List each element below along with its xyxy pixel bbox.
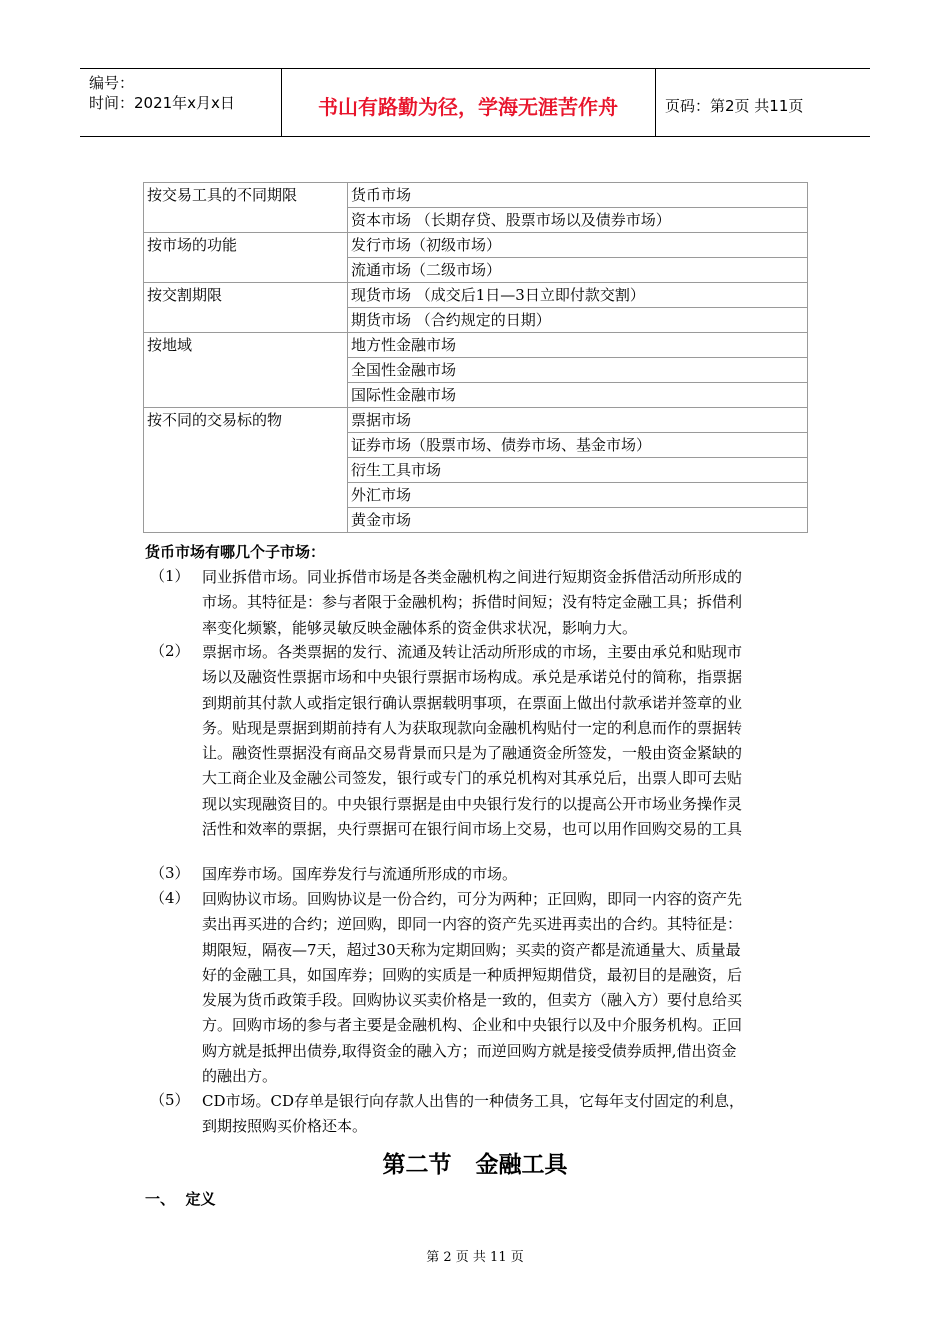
market-cell: 国际性金融市场 (348, 383, 808, 408)
list-item-text (202, 887, 808, 1089)
list-item-number: （5） (150, 1091, 190, 1109)
text-line: 购方就是抵押出债券,取得资金的融入方；而逆回购方就是接受债券质押,借出资金 (202, 1041, 737, 1060)
table-row (144, 233, 808, 258)
table-row (144, 283, 808, 308)
text-line: 市场。其特征是：参与者限于金融机构；拆借时间短；没有特定金融工具；拆借利 (202, 593, 743, 612)
header-top-rule (80, 68, 870, 69)
text-line: 到期前其付款人或指定银行确认票据载明事项，在票面上做出付款承诺并签章的业 (202, 693, 743, 712)
market-cell: 发行市场（初级市场） (348, 233, 808, 258)
text-line: 的融出方。 (202, 1067, 278, 1086)
text-line: 率变化频繁，能够灵敏反映金融体系的资金供求状况，影响力大。 (202, 618, 638, 637)
list-item-number: （3） (150, 864, 190, 882)
header-motto: 书山有路勤为径，学海无涯苦作舟 (318, 95, 618, 119)
category-cell: 按不同的交易标的物 (144, 408, 348, 533)
text-line: 期限短，隔夜—7天，超过30天称为定期回购；买卖的资产都是流通量大、质量最 (202, 940, 741, 959)
text-line: 方。回购市场的参与者主要是金融机构、企业和中央银行以及中介服务机构。正回 (202, 1016, 743, 1035)
market-cell: 票据市场 (348, 408, 808, 433)
list-item-text (202, 565, 808, 641)
text-line: 卖出再买进的合约；逆回购，即同一内容的资产先买进再卖出的合约。其特征是： (202, 915, 743, 934)
category-cell: 按地域 (144, 333, 348, 408)
market-cell: 流通市场（二级市场） (348, 258, 808, 283)
header-divider (655, 68, 656, 136)
market-cell: 地方性金融市场 (348, 333, 808, 358)
list-item-number: （1） (150, 567, 190, 585)
market-cell: 现货市场 （成交后1日—3日立即付款交割） (348, 283, 808, 308)
money-market-title: 货币市场有哪几个子市场： (145, 543, 326, 561)
section-title: 第二节 金融工具 (382, 1151, 568, 1178)
market-cell: 黄金市场 (348, 508, 808, 533)
text-line: 大工商企业及金融公司签发，银行或专门的承兑机构对其承兑后，出票人即可去贴 (202, 769, 743, 788)
text-line: 到期按照购买价格还本。 (202, 1117, 368, 1136)
text-line: 票据市场。各类票据的发行、流通及转让活动所形成的市场，主要由承兑和贴现市 (202, 643, 743, 661)
text-line: 场以及融资性票据市场和中央银行票据市场构成。承兑是承诺兑付的简称，指票据 (202, 668, 743, 687)
list-item-number: （2） (150, 642, 190, 660)
list-item-number: （4） (150, 889, 190, 907)
text-line: 国库券市场。国库券发行与流通所形成的市场。 (202, 865, 518, 883)
text-line: 现以实现融资目的。中央银行票据是由中央银行发行的以提高公开市场业务操作灵 (202, 794, 743, 813)
text-line: 活性和效率的票据，央行票据可在银行间市场上交易，也可以用作回购交易的工具 (202, 820, 743, 839)
market-cell: 外汇市场 (348, 483, 808, 508)
market-cell: 全国性金融市场 (348, 358, 808, 383)
page-info: 页码：第2页 共11页 (665, 97, 804, 115)
text-line: 让。融资性票据没有商品交易背景而只是为了融通资金所签发，一般由资金紧缺的 (202, 744, 743, 763)
text-line: 同业拆借市场。同业拆借市场是各类金融机构之间进行短期资金拆借活动所形成的 (202, 568, 743, 586)
document-date: 时间：2021年x月x日 (89, 94, 235, 112)
text-line: 务。贴现是票据到期前持有人为获取现款向金融机构贴付一定的利息而作的票据转 (202, 718, 743, 737)
page-footer: 第 2 页 共 11 页 (426, 1250, 524, 1265)
table-row (144, 333, 808, 358)
document-number-label: 编号： (89, 74, 135, 92)
text-line: 好的金融工具，如国库券；回购的实质是一种质押短期借贷，最初目的是融资，后 (202, 965, 743, 984)
category-cell: 按交割期限 (144, 283, 348, 333)
market-cell: 期货市场 （合约规定的日期） (348, 308, 808, 333)
market-cell: 货币市场 (348, 183, 808, 208)
market-cell: 证券市场（股票市场、债券市场、基金市场） (348, 433, 808, 458)
list-item-text (202, 640, 808, 842)
category-cell: 按市场的功能 (144, 233, 348, 283)
definition-heading: 一、 定义 (145, 1190, 216, 1208)
text-line: CD市场。CD存单是银行向存款人出售的一种债务工具，它每年支付固定的利息， (202, 1092, 745, 1110)
table-row (144, 408, 808, 433)
market-classification-table (143, 182, 808, 533)
text-line: 发展为货币政策手段。回购协议买卖价格是一致的，但卖方（融入方）要付息给买 (202, 991, 743, 1010)
table-row (144, 183, 808, 208)
list-item-text (202, 1089, 808, 1140)
list-item-text (202, 862, 808, 887)
category-cell: 按交易工具的不同期限 (144, 183, 348, 233)
market-cell: 资本市场 （长期存贷、股票市场以及债券市场） (348, 208, 808, 233)
market-cell: 衍生工具市场 (348, 458, 808, 483)
text-line: 回购协议市场。回购协议是一份合约，可分为两种；正回购，即同一内容的资产先 (202, 890, 743, 908)
header-bottom-rule (80, 136, 870, 137)
